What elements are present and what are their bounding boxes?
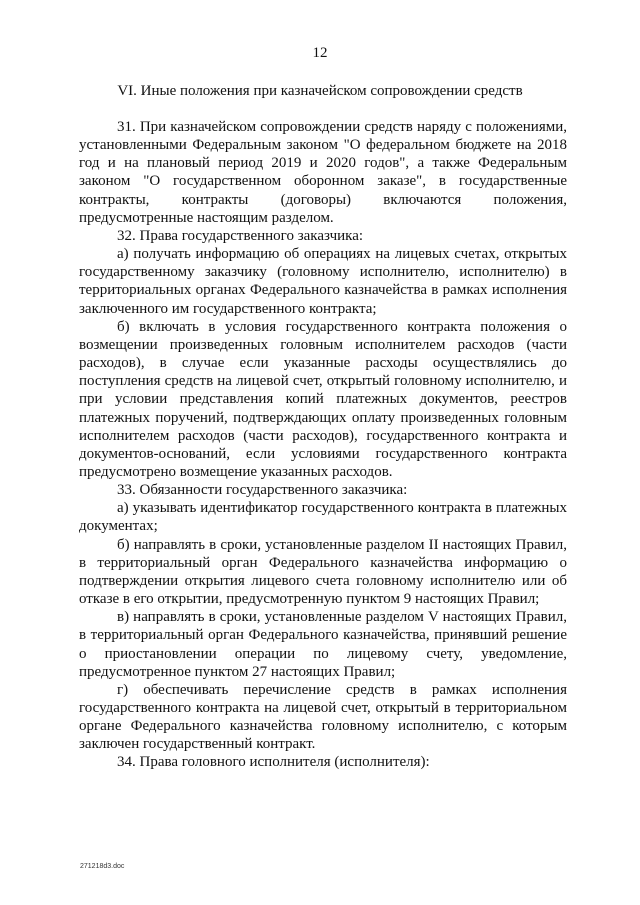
paragraph-33-a: а) указывать идентификатор государственного контракта в платежных документах; — [79, 500, 567, 535]
paragraph-31: 31. При казначейском сопровождении средств наряду с положениями, установленными Федеральным законом "О федеральном бюджете на 2018 год и на плановый период 2019 и 2020 годов", а также Федеральным законом "О государственном оборонном заказе", в государственные контракты, контракты (договоры) включаются положения, предусмотренные настоящим разделом. — [79, 119, 567, 226]
paragraph-33-b: б) направлять в сроки, установленные разделом II настоящих Правил, в территориальный орган Федерального казначейства информацию о подтверждении открытия лицевого счета головному исполнителю или об отказе в его открытии, предусмотренную пунктом 9 настоящих Правил; — [79, 536, 567, 608]
page-number: 12 — [312, 45, 328, 61]
paragraph-33-v: в) направлять в сроки, установленные разделом V настоящих Правил, в территориальный орган Федерального казначейства, принявший решение о приостановлении операции по лицевому счету, уведомление, предусмотренное пунктом 27 настоящих Правил; — [79, 609, 567, 680]
footer-file-code: 271218d3.doc — [80, 863, 125, 870]
paragraph-33-g: г) обеспечивать перечисление средств в рамках исполнения государственного контракта на лицевой счет, открытый в территориальном органе Федерального казначейства головному исполнителю, с которым заключен государственный контракт. — [79, 681, 567, 753]
paragraph-33: 33. Обязанности государственного заказчика: — [117, 482, 408, 499]
paragraph-32-b: б) включать в условия государственного контракта положения о возмещении произведенных головным исполнителем расходов (части расходов), в случае если указанные расходы осуществлялись до поступления средств на лицевой счет, открытый головному исполнителю, и при условии представления копий платежных документов, реестров платежных поручений, подтверждающих оплату произведенных головным исполнителем расходов (части расходов), государственного контракта и документов-оснований, если условиями государственного контракта предусмотрено возмещение указанных расходов. — [79, 318, 567, 480]
paragraph-32-a: а) получать информацию об операциях на лицевых счетах, открытых государственному заказчику (головному исполнителю, исполнителю) в территориальных органах Федерального казначейства в рамках исполнения заключенного им государственного контракта; — [79, 246, 567, 317]
section-title: VI. Иные положения при казначейском сопровождении средств — [117, 83, 523, 99]
document-body — [79, 118, 567, 772]
paragraph-34: 34. Права головного исполнителя (исполнителя): — [117, 754, 430, 771]
paragraph-32: 32. Права государственного заказчика: — [117, 227, 364, 244]
